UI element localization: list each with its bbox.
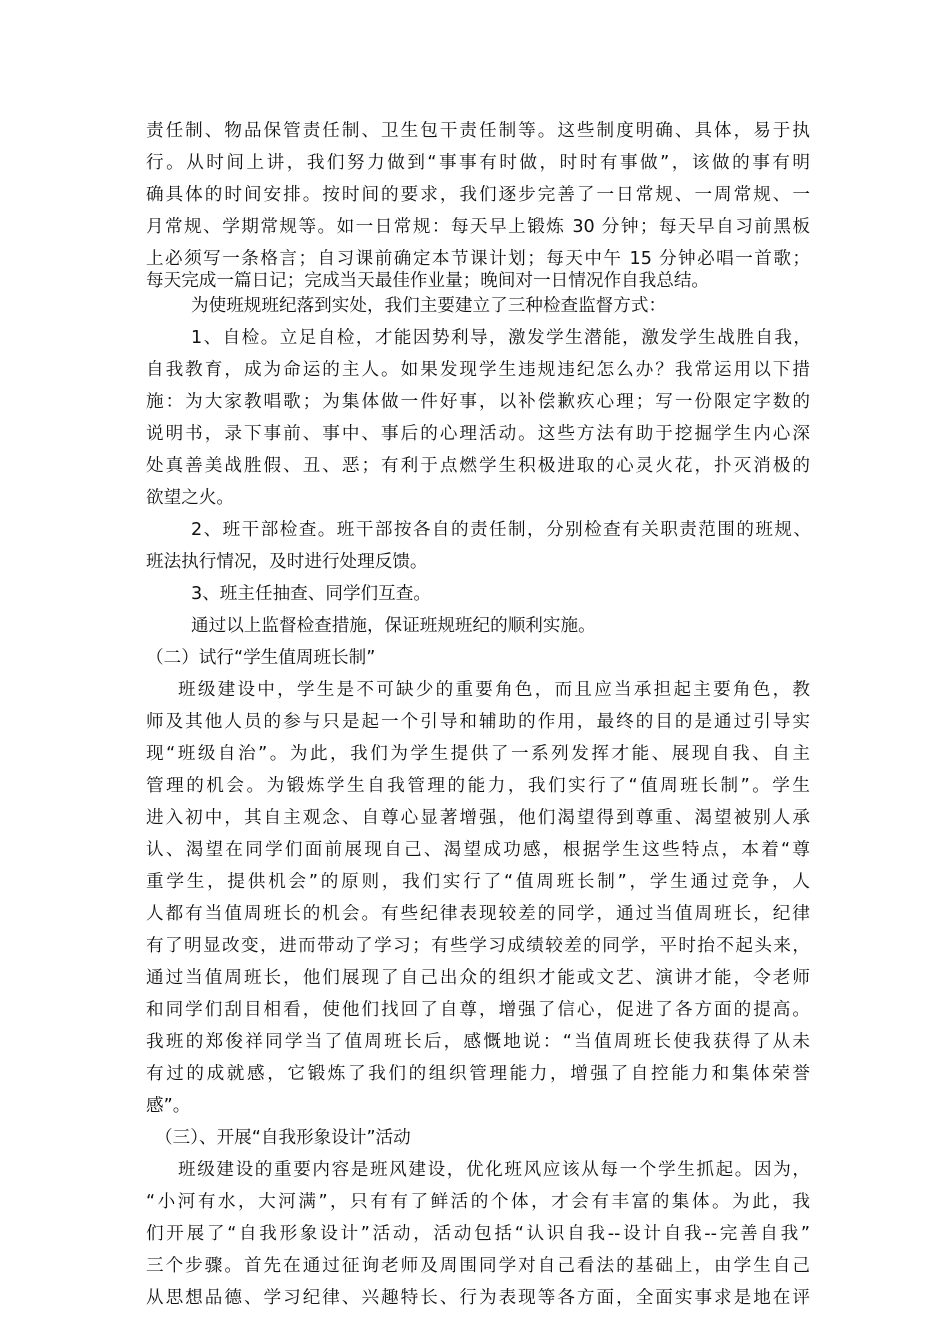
text-line: 每天完成一篇日记；完成当天最佳作业量；晚间对一日情况作自我总结。 <box>146 271 710 291</box>
text-line: 和同学们刮目相看，使他们找回了自尊，增强了信心，促进了各方面的提高。 <box>146 1000 810 1020</box>
text-line: “小河有水，大河满”，只有有了鲜活的个体，才会有丰富的集体。为此，我 <box>146 1192 810 1212</box>
text-line: 班级建设的重要内容是班风建设，优化班风应该从每一个学生抓起。因为， <box>178 1160 810 1180</box>
text-line: 管理的机会。为锻炼学生自我管理的能力，我们实行了“值周班长制”。学生 <box>146 776 810 796</box>
text-line: 欲望之火。 <box>146 488 234 508</box>
section-heading: （二）试行“学生值周班长制” <box>146 648 376 668</box>
text-line: 说明书，录下事前、事中、事后的心理活动。这些方法有助于挖掘学生内心深 <box>146 424 810 444</box>
text-line: 重学生，提供机会”的原则，我们实行了“值周班长制”，学生通过竞争，人 <box>146 872 810 892</box>
text-line: 上必须写一条格言；自习课前确定本节课计划；每天中午 15 分钟必唱一首歌； <box>146 249 810 269</box>
text-line: 月常规、学期常规等。如一日常规：每天早上锻炼 30 分钟；每天早自习前黑板 <box>146 217 810 237</box>
text-line: 有了明显改变，进而带动了学习；有些学习成绩较差的同学，平时抬不起头来， <box>146 936 810 956</box>
text-line: 2、班干部检查。班干部按各自的责任制，分别检查有关职责范围的班规、 <box>191 520 811 540</box>
text-line: 班级建设中，学生是不可缺少的重要角色，而且应当承担起主要角色，教 <box>178 680 810 700</box>
text-line: 通过当值周班长，他们展现了自己出众的组织才能或文艺、演讲才能，令老师 <box>146 968 810 988</box>
text-line: 进入初中，其自主观念、自尊心显著增强，他们渴望得到尊重、渴望被别人承 <box>146 808 810 828</box>
text-line: 自我教育，成为命运的主人。如果发现学生违规违纪怎么办？我常运用以下措 <box>146 360 810 380</box>
text-line: 我班的郑俊祥同学当了值周班长后，感慨地说：“当值周班长使我获得了从未 <box>146 1032 810 1052</box>
text-line: 感”。 <box>146 1096 191 1116</box>
text-line: 师及其他人员的参与只是起一个引导和辅助的作用，最终的目的是通过引导实 <box>146 712 810 732</box>
text-line: 处真善美战胜假、丑、恶；有利于点燃学生积极进取的心灵火花，扑灭消极的 <box>146 456 810 476</box>
text-line: 们开展了“自我形象设计”活动，活动包括“认识自我--设计自我--完善自我” <box>146 1224 810 1244</box>
text-line: 现“班级自治”。为此，我们为学生提供了一系列发挥才能、展现自我、自主 <box>146 744 810 764</box>
text-line: 责任制、物品保管责任制、卫生包干责任制等。这些制度明确、具体，易于执 <box>146 121 810 141</box>
text-line: 从思想品德、学习纪律、兴趣特长、行为表现等各方面，全面实事求是地在评 <box>146 1288 810 1308</box>
text-line: 为使班规班纪落到实处，我们主要建立了三种检查监督方式： <box>191 296 667 316</box>
text-line: 1、自检。立足自检，才能因势利导，激发学生潜能，激发学生战胜自我， <box>191 328 811 348</box>
text-line: 人都有当值周班长的机会。有些纪律表现较差的同学，通过当值周班长，纪律 <box>146 904 810 924</box>
text-line: 施：为大家教唱歌；为集体做一件好事，以补偿歉疚心理；写一份限定字数的 <box>146 392 810 412</box>
text-line: 班法执行情况，及时进行处理反馈。 <box>146 552 428 572</box>
text-line: 通过以上监督检查措施，保证班规班纪的顺利实施。 <box>191 616 596 636</box>
text-line: 行。从时间上讲，我们努力做到“事事有时做，时时有事做”，该做的事有明 <box>146 153 810 173</box>
text-line: 确具体的时间安排。按时间的要求，我们逐步完善了一日常规、一周常规、一 <box>146 185 810 205</box>
text-line: 三个步骤。首先在通过征询老师及周围同学对自己看法的基础上，由学生自己 <box>146 1256 810 1276</box>
section-heading: （三）、开展“自我形象设计”活动 <box>155 1128 411 1148</box>
text-line: 有过的成就感，它锻炼了我们的组织管理能力，增强了自控能力和集体荣誉 <box>146 1064 810 1084</box>
text-line: 认、渴望在同学们面前展现自己、渴望成功感，根据学生这些特点，本着“尊 <box>146 840 810 860</box>
text-line: 3、班主任抽查、同学们互查。 <box>191 584 431 604</box>
